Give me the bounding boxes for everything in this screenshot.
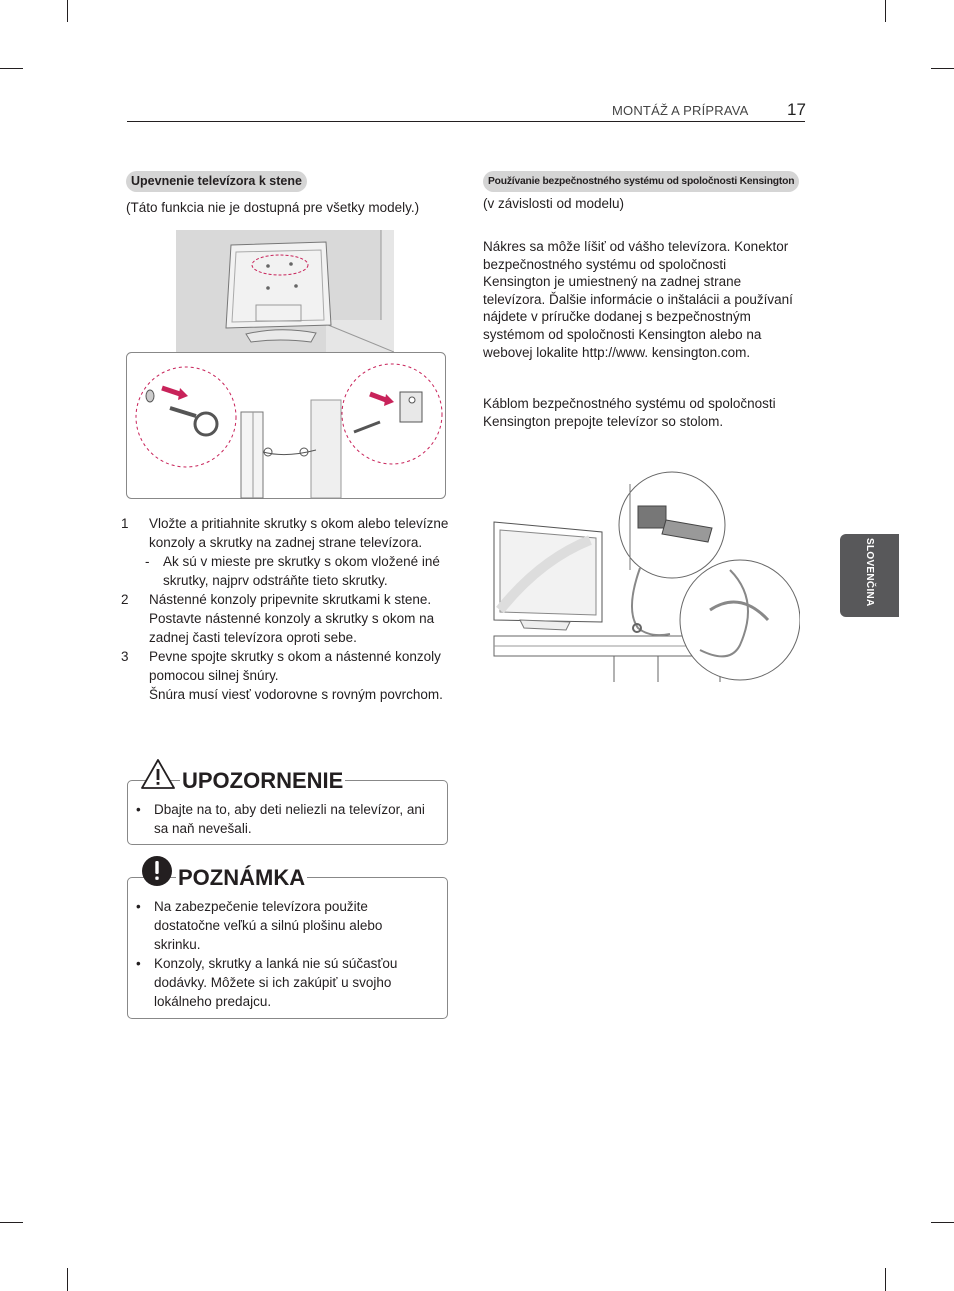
- page-number: 17: [787, 100, 806, 119]
- notice-item: • Konzoly, skrutky a lanká nie sú súčasťou dodávky. Môžete si ich zakúpiť u svojho lokálneho predajcu.: [136, 956, 398, 1009]
- notice-item: • Na zabezpečenie televízora použite dostatočne veľkú a silnú plošinu alebo skrinku.: [136, 899, 383, 952]
- caution-list: [128, 800, 438, 838]
- tv-back-illustration: [176, 230, 394, 352]
- section-pill-wall-mount: Upevnenie televízora k stene: [126, 171, 307, 192]
- step-2: 2 Nástenné konzoly pripevnite skrutkami k stene. Postavte nástenné konzoly a skrutky s okom na zadnej časti televízora oproti sebe.: [121, 592, 435, 645]
- caution-item: • Dbajte na to, aby deti neliezli na televízor, ani sa naň nevešali.: [136, 802, 425, 836]
- section-pill-kensington: Používanie bezpečnostného systému od spoločnosti Kensington: [483, 171, 799, 192]
- crop-mark: [0, 1222, 23, 1223]
- step-1-sub: - Ak sú v mieste pre skrutky s okom vložené iné skrutky, najprv odstráňte tieto skrutky.: [145, 554, 440, 588]
- crop-mark: [931, 68, 954, 69]
- step-3: 3 Pevne spojte skrutky s okom a nástenné konzoly pomocou silnej šnúry. Šnúra musí viesť vodorovne s rovným povrchom.: [121, 649, 443, 702]
- language-tab-label: SLOVENČINA: [864, 538, 875, 607]
- step-1: 1 Vložte a pritiahnite skrutky s okom alebo televízne konzoly a skrutky na zadnej strane televízora.: [121, 516, 449, 550]
- model-note: (v závislosti od modelu): [483, 196, 625, 211]
- notice-list: [128, 897, 428, 1011]
- crop-mark: [931, 1222, 954, 1223]
- kensington-instruction: Káblom bezpečnostného systému od spoločnosti Kensington prepojte televízor so stolom.: [483, 396, 776, 429]
- instruction-steps: [121, 514, 451, 704]
- wall-bracket-illustration: [126, 352, 446, 499]
- crop-mark: [885, 1268, 886, 1291]
- exclamation-circle-icon: [141, 855, 173, 887]
- section-title: MONTÁŽ A PRÍPRAVA: [612, 103, 749, 118]
- header-rule: [127, 121, 805, 122]
- language-tab: [840, 534, 899, 617]
- caution-title: UPOZORNENIE: [182, 768, 344, 793]
- crop-mark: [885, 0, 886, 22]
- crop-mark: [67, 1268, 68, 1291]
- availability-note: (Táto funkcia nie je dostupná pre všetky modely.): [126, 200, 420, 215]
- kensington-description: Nákres sa môže líšiť od vášho televízora. Konektor bezpečnostného systému od spoločnosti Kensington je umiestnený na zadnej strane televízora. Ďalšie informácie o inštalácii a používaní nájdete v príručke dodanej s bezpečnostným systémom od spoločnosti Kensington alebo na webovej lokalite http://www. kensington.com.: [483, 239, 793, 360]
- notice-title: POZNÁMKA: [178, 865, 306, 890]
- warning-triangle-icon: [140, 758, 176, 790]
- kensington-lock-illustration: [490, 470, 800, 682]
- crop-mark: [67, 0, 68, 22]
- step-3-extra: Šnúra musí viesť vodorovne s rovným povrchom.: [149, 687, 443, 702]
- crop-mark: [0, 68, 23, 69]
